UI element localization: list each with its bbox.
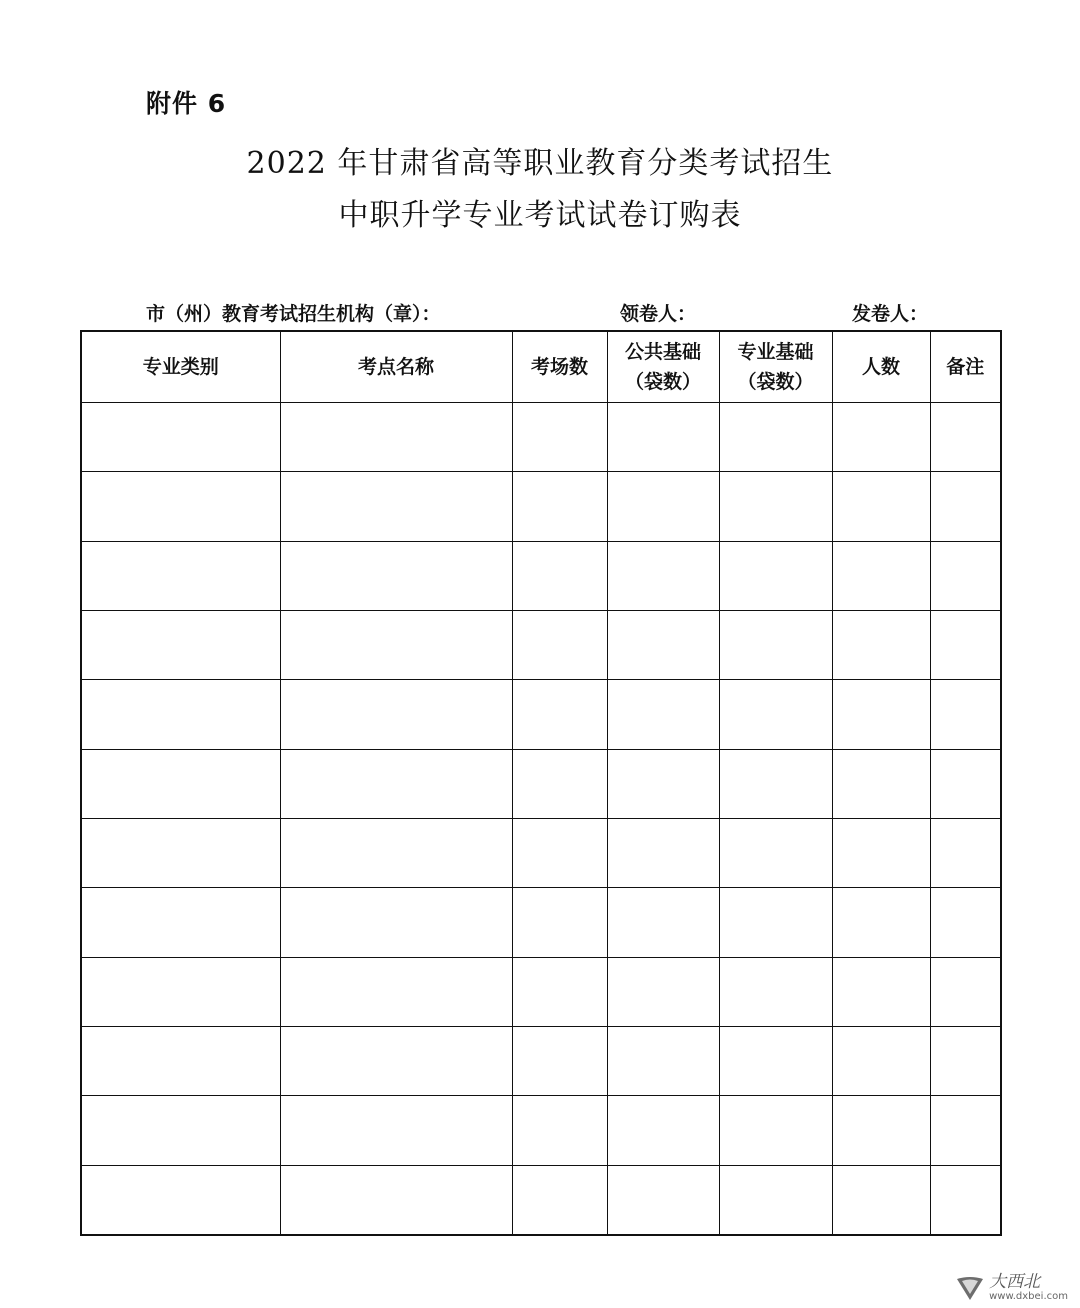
- table-cell: [512, 888, 607, 957]
- table-cell: [930, 403, 1001, 472]
- table-cell: [81, 610, 280, 679]
- receiver-label: 领卷人：: [620, 303, 697, 325]
- table-cell: [832, 1096, 930, 1165]
- table-cell: [280, 1026, 512, 1095]
- table-cell: [81, 818, 280, 887]
- sender-label: 发卷人：: [852, 303, 929, 325]
- header-exam-room-count: 考场数: [512, 331, 607, 403]
- table-cell: [280, 1165, 512, 1235]
- table-cell: [81, 1096, 280, 1165]
- table-cell: [719, 1165, 832, 1235]
- table-cell: [607, 749, 719, 818]
- table-cell: [81, 472, 280, 541]
- table-cell: [512, 541, 607, 610]
- table-row: [81, 749, 1001, 818]
- table-cell: [512, 472, 607, 541]
- table-cell: [280, 472, 512, 541]
- table-cell: [81, 403, 280, 472]
- order-form-table: [80, 330, 1002, 1236]
- table-cell: [512, 680, 607, 749]
- table-cell: [512, 403, 607, 472]
- table-cell: [832, 957, 930, 1026]
- table-cell: [930, 472, 1001, 541]
- table-cell: [719, 749, 832, 818]
- table-cell: [81, 888, 280, 957]
- table-cell: [512, 610, 607, 679]
- table-cell: [719, 818, 832, 887]
- table-row: [81, 957, 1001, 1026]
- watermark-logo-icon: [955, 1275, 985, 1301]
- table-cell: [607, 818, 719, 887]
- attachment-label: 附件 6: [146, 89, 227, 118]
- table-cell: [719, 541, 832, 610]
- table-cell: [280, 1096, 512, 1165]
- table-cell: [81, 1026, 280, 1095]
- table-row: [81, 1096, 1001, 1165]
- table-cell: [280, 957, 512, 1026]
- page-title-line-2: 中职升学专业考试试卷订购表: [338, 198, 742, 233]
- table-cell: [280, 610, 512, 679]
- table-cell: [512, 957, 607, 1026]
- table-cell: [607, 541, 719, 610]
- table-cell: [832, 680, 930, 749]
- table-cell: [607, 680, 719, 749]
- table-cell: [719, 403, 832, 472]
- header-exam-site-name: 考点名称: [280, 331, 512, 403]
- table-cell: [832, 749, 930, 818]
- header-major-basics-bags: 专业基础 （袋数）: [719, 331, 832, 403]
- table-cell: [607, 1026, 719, 1095]
- table-cell: [832, 541, 930, 610]
- table-cell: [930, 818, 1001, 887]
- table-cell: [930, 541, 1001, 610]
- table-cell: [832, 403, 930, 472]
- table-cell: [81, 680, 280, 749]
- table-cell: [930, 749, 1001, 818]
- table-row: [81, 1026, 1001, 1095]
- table-cell: [280, 749, 512, 818]
- table-cell: [512, 818, 607, 887]
- table-cell: [930, 1026, 1001, 1095]
- table-cell: [719, 472, 832, 541]
- table-cell: [930, 1165, 1001, 1235]
- table-cell: [719, 957, 832, 1026]
- table-cell: [280, 888, 512, 957]
- org-stamp-label: 市（州）教育考试招生机构（章）：: [146, 303, 441, 325]
- watermark: [955, 1273, 1068, 1302]
- table-cell: [607, 1096, 719, 1165]
- table-cell: [719, 888, 832, 957]
- table-cell: [280, 818, 512, 887]
- table-cell: [719, 1026, 832, 1095]
- table-cell: [512, 1165, 607, 1235]
- table-cell: [719, 1096, 832, 1165]
- table-cell: [512, 1096, 607, 1165]
- table-cell: [930, 888, 1001, 957]
- table-body: [81, 403, 1001, 1236]
- table-row: [81, 1165, 1001, 1235]
- table-row: [81, 610, 1001, 679]
- table-cell: [607, 610, 719, 679]
- table-cell: [930, 610, 1001, 679]
- table-row: [81, 541, 1001, 610]
- table-cell: [512, 1026, 607, 1095]
- table-row: [81, 680, 1001, 749]
- table-cell: [832, 472, 930, 541]
- table-cell: [280, 541, 512, 610]
- table-row: [81, 403, 1001, 472]
- watermark-name: 大西北: [989, 1272, 1041, 1292]
- table-cell: [607, 888, 719, 957]
- page-title-line-1: 2022 年甘肃省高等职业教育分类考试招生: [246, 146, 834, 181]
- table-cell: [930, 680, 1001, 749]
- table-row: [81, 818, 1001, 887]
- table-cell: [832, 610, 930, 679]
- header-remarks: 备注: [930, 331, 1001, 403]
- table-cell: [280, 680, 512, 749]
- table-cell: [607, 957, 719, 1026]
- table-cell: [832, 818, 930, 887]
- table-cell: [832, 888, 930, 957]
- header-public-basics-bags: 公共基础 （袋数）: [607, 331, 719, 403]
- table-cell: [81, 1165, 280, 1235]
- table-cell: [719, 680, 832, 749]
- table-cell: [607, 403, 719, 472]
- table-cell: [607, 472, 719, 541]
- table-row: [81, 472, 1001, 541]
- table-row: [81, 888, 1001, 957]
- table-cell: [930, 957, 1001, 1026]
- header-person-count: 人数: [832, 331, 930, 403]
- table-cell: [607, 1165, 719, 1235]
- table-cell: [81, 957, 280, 1026]
- table-cell: [832, 1165, 930, 1235]
- table-cell: [81, 749, 280, 818]
- watermark-url: www.dxbei.com: [989, 1291, 1068, 1302]
- table-header-row: [81, 331, 1001, 403]
- table-cell: [930, 1096, 1001, 1165]
- table-cell: [832, 1026, 930, 1095]
- table-cell: [81, 541, 280, 610]
- table-cell: [719, 610, 832, 679]
- header-major-category: 专业类别: [81, 331, 280, 403]
- table-cell: [280, 403, 512, 472]
- table-cell: [512, 749, 607, 818]
